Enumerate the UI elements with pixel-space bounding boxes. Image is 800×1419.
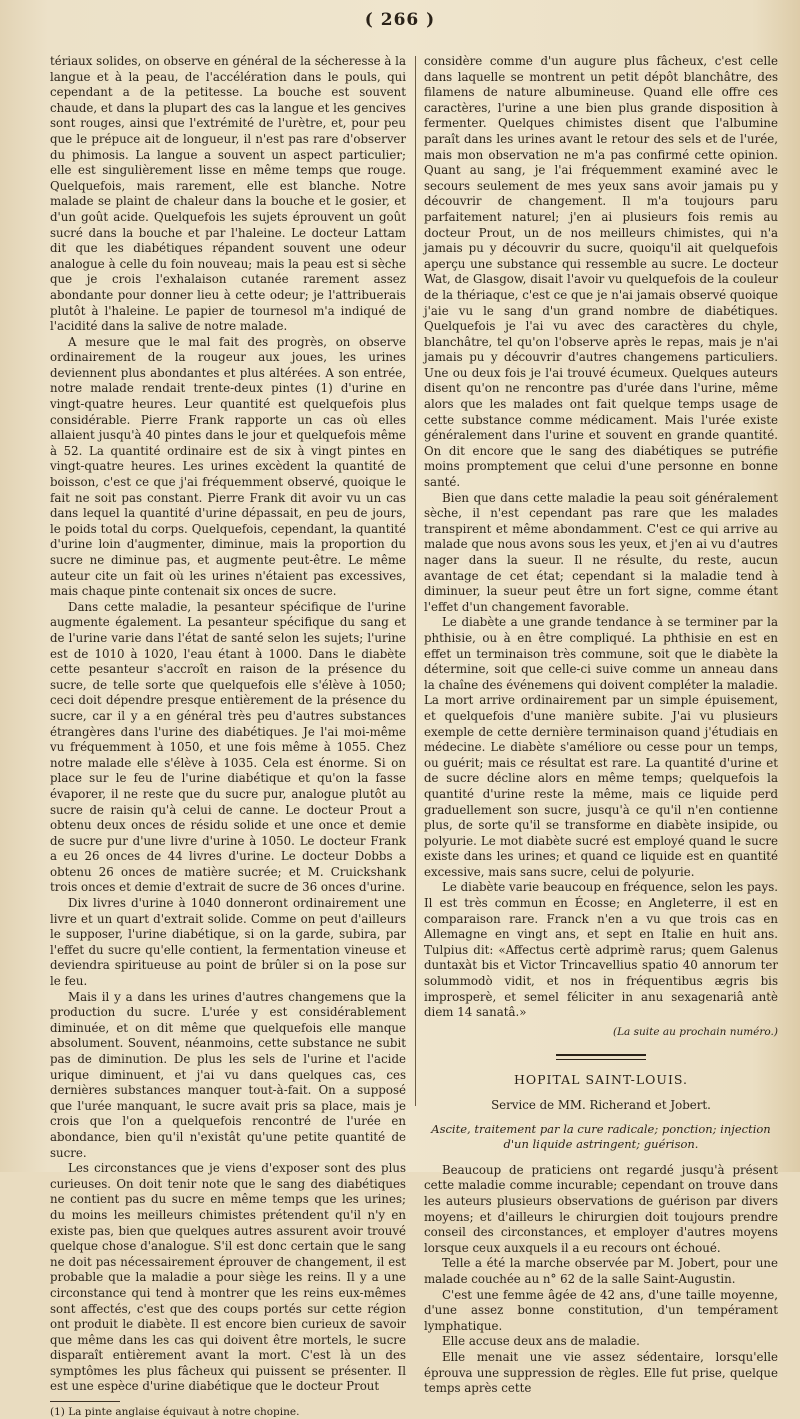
paragraph: Elle accuse deux ans de maladie. <box>442 1334 640 1349</box>
paragraph: Le diabète a une grande tendance à se terminer par la phthisie, ou à en être compliqué. La phthisie en est en effet un terminaison très commune, soit que le diabète la détermine, soit que celle-ci suive comme un anneau dans la chaîne des événemens qui doivent compléter la maladie. La mort arrive ordinairement par un simple épuisement, et quelquefois d'une manière subite. J'ai vu plusieurs exemple de cette dernière terminaison quand j'étudiais en médecine. Le diabète s'améliore ou cesse pour un temps, ou guérit; mais ce résultat est rare. La quantité d'urine et de sucre décline alors en même temps; quelquefois la quantité d'urine reste la même, mais ce liquide perd graduellement son sucre, jusqu'à ce qu'il n'en contienne plus, de sorte qu'il se transforme en diabète insipide, ou polyurie. Le mot diabète sucré est employé quand le sucre existe dans les urines; et quand ce liquide est en quantité excessive, mais sans sucre, celui de polyurie. <box>424 615 778 879</box>
paragraph: C'est une femme âgée de 42 ans, d'une taille moyenne, d'une assez bonne constitution, d'un tempérament lymphatique. <box>424 1287 778 1333</box>
page-number: ( 266 ) <box>364 10 436 30</box>
paragraph: Bien que dans cette maladie la peau soit généralement sèche, il n'est cependant pas rare que les malades transpirent et même abondamment. C'est ce qui arrive au malade que nous avons sous les yeux, et j'en ai vu d'autres nager dans la sueur. Il ne résulte, du reste, aucun avantage de cet état; cependant si la maladie tend à diminuer, la sueur peut être un fort signe, comme étant l'effet d'un changement favorable. <box>424 490 778 614</box>
paragraph: Telle a été la marche observée par M. Jobert, pour une malade couchée au n° 62 de la salle Saint-Augustin. <box>424 1256 778 1286</box>
column-divider <box>415 56 416 1106</box>
continued-note: (La suite au prochain numéro.) <box>612 1025 778 1038</box>
section-separator <box>556 1054 646 1060</box>
paragraph: A mesure que le mal fait des progrès, on observe ordinairement de la rougeur aux joues, les urines deviennent plus abondantes et plus altérées. A son entrée, notre malade rendait trente-deux pintes (1) d'urine en vingt-quatre heures. Leur quantité est quelquefois plus considérable. Pierre Frank rapporte un cas où elles allaient jusqu'à 40 pintes dans le jour et quelquefois même à 52. La quantité ordinaire est de six à vingt pintes en vingt-quatre heures. Les urines excèdent la quantité de boisson, c'est ce que j'ai fréquemment observé, quoique le fait ne soit pas constant. Pierre Frank dit avoir vu un cas dans lequel la quantité d'urine dépassait, en peu de jours, le poids total du corps. Quelquefois, cependant, la quantité d'urine loin d'augmenter, diminue, mais la proportion du sucre ne diminue pas, et augmente peut-être. Le même auteur cite un fait où les urines n'étaient pas excessives, mais chaque pinte contenait six onces de sucre. <box>50 334 406 599</box>
paragraph: Dix livres d'urine à 1040 donneront ordinairement une livre et un quart d'extrait solide. Comme on peut d'ailleurs le supposer, l'urine diabétique, si on la garde, subira, par l'effet du sucre qu'elle contient, la fermentation vineuse et deviendra spiritueuse au point de brûler si on la pose sur le feu. <box>50 896 406 989</box>
paragraph: Mais il y a dans les urines d'autres changemens que la production du sucre. L'urée y est considérablement diminuée, et on dit même que quelquefois elle manque absolument. Souvent, néanmoins, cette substance ne subit pas de diminution. De plus les sels de l'urine et l'acide urique diminuent, et j'ai vu dans quelques cas, ces dernières substances manquer tout-à-fait. On a supposé que l'urée manquant, le sucre avait pris sa place, mais je crois que l'on a quelquefois rencontré de l'urée en abondance, bien qu'il n'existât qu'une petite quantité de sucre. <box>50 989 406 1160</box>
section-title: HOPITAL SAINT-LOUIS. <box>514 1072 688 1088</box>
paragraph: Beaucoup de praticiens ont regardé jusqu'à présent cette maladie comme incurable; cependant on trouve dans les auteurs plusieurs observations de guérison par divers moyens; et d'ailleurs le chirurgien doit toujours prendre conseil des circonstances, et employer d'autres moyens lorsque ceux auxquels il a eu recours ont échoué. <box>424 1162 778 1255</box>
service-heading: Service de MM. Richerand et Jobert. <box>491 1098 711 1112</box>
right-column <box>424 54 778 1396</box>
paragraph: Les circonstances que je viens d'exposer sont des plus curieuses. On doit tenir note que le sang des diabétiques ne contient pas du sucre en même temps que les urines; du moins les meilleurs chimistes prétendent qu'il n'y en existe pas, bien que quelques autres assurent avoir trouvé quelque chose d'analogue. S'il est donc certain que le sang ne doit pas nécessairement éprouver de changement, il est probable que la maladie a pour siège les reins. Il y a une circonstance qui tend à montrer que les reins eux-mêmes sont affectés, c'est que des coups portés sur cette région ont produit le diabète. Il est encore bien curieux de savoir que même dans les cas qui doivent être mortels, le sucre disparaît entièrement avant la mort. C'est là un des symptômes les plus fâcheux qui puissent se présenter. Il est une espèce d'urine diabétique que le docteur Prout <box>50 1161 406 1394</box>
paragraph: tériaux solides, on observe en général de la sécheresse à la langue et à la peau, de l'accélération dans le pouls, qui cependant a de la petitesse. La bouche est souvent chaude, et dans la plupart des cas la langue et les gencives sont rouges, ainsi que l'extrémité de l'urètre, et, pour peu que le prépuce ait de longueur, il n'est pas rare d'observer du phimosis. La langue a souvent un aspect particulier; elle est singulièrement lisse en même temps que rouge. Quelquefois, mais rarement, elle est blanche. Notre malade se plaint de chaleur dans la bouche et le gosier, et d'un goût acide. Quelquefois les sujets éprouvent un goût sucré dans la bouche et par l'haleine. Le docteur Lattam dit que les diabétiques répandent souvent une odeur analogue à celle du foin nouveau; mais la peau est si sèche que je crois l'exhalaison cutanée rarement assez abondante pour donner lieu à cette odeur; je l'attribuerais plutôt à l'haleine. Le papier de tournesol m'a indiqué de l'acidité dans la salive de notre malade. <box>50 54 406 334</box>
paragraph: Dans cette maladie, la pesanteur spécifique de l'urine augmente également. La pesanteur spécifique du sang et de l'urine varie dans l'état de santé selon les sujets; l'urine est de 1010 à 1020, l'eau étant à 1000. Dans le diabète cette pesanteur s'accroît en raison de la présence du sucre, de telle sorte que quelquefois elle s'élève à 1050; ceci doit dépendre presque entièrement de la présence du sucre, car il y a en général très peu d'autres substances étrangères dans l'urine des diabétiques. Je l'ai moi-même vu fréquemment à 1050, et une fois même à 1055. Chez notre malade elle s'élève à 1035. Cela est énorme. Si on place sur le feu de l'urine diabétique et qu'on la fasse évaporer, il ne reste que du sucre pur, analogue plutôt au sucre de raisin qu'à celui de canne. Le docteur Prout a obtenu deux onces de résidu solide et une once et demie de sucre pur d'une livre d'urine à 1050. Le docteur Frank a eu 26 onces de 44 livres d'urine. Le docteur Dobbs a obtenu 26 onces de matière sucrée; et M. Cruickshank trois onces et demie d'extrait de sucre de 36 onces d'urine. <box>50 599 406 895</box>
footnote-divider <box>50 1401 120 1402</box>
left-column <box>50 54 406 1419</box>
paragraph: Le diabète varie beaucoup en fréquence, selon les pays. Il est très commun en Écosse; en Angleterre, il est en comparaison rare. Franck n'en a vu que trois cas en Allemagne en vingt ans, et sept en Italie en huit ans. Tulpius dit: «Affectus certè adprimè rarus; quem Galenus duntaxàt bis et Victor Trincavellius spatio 40 annorum ter solummodò vidit, et nos in fréquentibus ægris bis improsperè, et semel féliciter in anu sexagenariâ antè diem 14 sanatâ.» <box>424 880 778 1020</box>
paragraph: considère comme d'un augure plus fâcheux, c'est celle dans laquelle se montrent un petit dépôt blanchâtre, des filamens de nature albumineuse. Quand elle offre ces caractères, l'urine a une bien plus grande disposition à fermenter. Quelques chimistes disent que l'albumine paraît dans les urines avant le retour des sels et de l'urée, mais mon observation ne m'a pas confirmé cette opinion. Quant au sang, je l'ai fréquemment examiné avec le secours seulement de mes yeux sans avoir jamais pu y découvrir de changement. Il m'a toujours paru parfaitement naturel; j'en ai plusieurs fois remis au docteur Prout, un de nos meilleurs chimistes, qui n'a jamais pu y découvrir du sucre, quoiqu'il ait quelquefois aperçu une substance qui ressemble au sucre. Le docteur Wat, de Glasgow, disait l'avoir vu quelquefois de la couleur de la thériaque, c'est ce que je n'ai jamais observé quoique j'aie vu le sang d'un grand nombre de diabétiques. Quelquefois je l'ai vu avec des caractères du chyle, blanchâtre, tel qu'on l'observe après le repas, mais je n'ai jamais pu y découvrir d'autres changemens particuliers. Une ou deux fois je l'ai trouvé écumeux. Quelques auteurs disent qu'on ne rencontre pas d'urée dans l'urine, même alors que les malades ont fait quelque temps usage de cette substance comme médicament. Mais l'urée existe généralement dans l'urine et souvent en grande quantité. On dit encore que le sang des diabétiques se putréfie moins promptement que celui d'une personne en bonne santé. <box>424 54 778 490</box>
footnote: (1) La pinte anglaise équivaut à notre chopine. <box>50 1406 300 1419</box>
case-title: Ascite, traitement par la cure radicale; ponction; injection d'un liquide astringent; guérison. <box>431 1121 771 1152</box>
paragraph: Elle menait une vie assez sédentaire, lorsqu'elle éprouva une suppression de règles. Elle fut prise, quelque temps après cette <box>424 1349 778 1396</box>
